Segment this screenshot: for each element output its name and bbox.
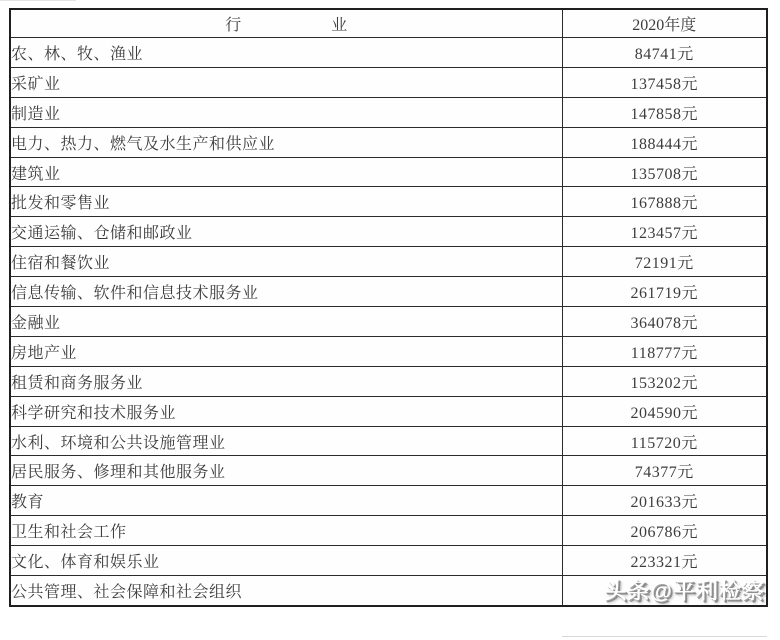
value-cell: 206786元: [562, 516, 767, 546]
table-row: [10, 336, 767, 366]
table-row: [10, 187, 767, 217]
value-cell: 84741元: [562, 38, 767, 68]
industry-cell: 信息传输、软件和信息技术服务业: [10, 277, 562, 307]
value-cell: 123457元: [562, 217, 767, 247]
value-cell: 153202元: [562, 366, 767, 396]
industry-cell: 租赁和商务服务业: [10, 366, 562, 396]
cropped-row-line-bottom: [562, 636, 767, 637]
table-row: [10, 396, 767, 426]
table-row: [10, 67, 767, 97]
value-cell: 137458元: [562, 67, 767, 97]
industry-cell: 电力、热力、燃气及水生产和供应业: [10, 127, 562, 157]
value-cell: 118777元: [562, 336, 767, 366]
table-row: [10, 277, 767, 307]
column-header-year: 2020年度: [562, 9, 767, 38]
table-row: [10, 366, 767, 396]
cropped-row-line-top: [0, 0, 76, 1]
value-cell: 74377元: [562, 456, 767, 486]
value-cell: 201633元: [562, 486, 767, 516]
industry-cell: 采矿业: [10, 67, 562, 97]
table-row: [10, 426, 767, 456]
industry-cell: 制造业: [10, 97, 562, 127]
table-row: [10, 456, 767, 486]
table-header-row: [10, 9, 767, 38]
industry-cell: 住宿和餐饮业: [10, 247, 562, 277]
industry-cell: 文化、体育和娱乐业: [10, 546, 562, 576]
toutiao-watermark: 头条@平利检察: [604, 578, 765, 604]
table-row: [10, 97, 767, 127]
table-row: [10, 486, 767, 516]
column-header-industry: [10, 9, 562, 38]
industry-cell: 房地产业: [10, 336, 562, 366]
table-row: [10, 247, 767, 277]
value-cell: 135708元: [562, 157, 767, 187]
column-header-industry-label: 行业: [225, 17, 438, 34]
industry-cell: 公共管理、社会保障和社会组织: [10, 576, 562, 606]
table-row: [10, 157, 767, 187]
value-cell: 115720元: [562, 426, 767, 456]
value-cell: 167888元: [562, 187, 767, 217]
table-row: [10, 576, 767, 606]
industry-cell: 批发和零售业: [10, 187, 562, 217]
industry-cell: 水利、环境和公共设施管理业: [10, 426, 562, 456]
table-row: [10, 127, 767, 157]
value-cell: 204590元: [562, 396, 767, 426]
industry-cell: 居民服务、修理和其他服务业: [10, 456, 562, 486]
value-cell: [562, 576, 767, 606]
industry-cell: 科学研究和技术服务业: [10, 396, 562, 426]
value-cell: 188444元: [562, 127, 767, 157]
table-row: [10, 38, 767, 68]
table-row: [10, 307, 767, 337]
table-row: [10, 217, 767, 247]
wage-table: [9, 8, 768, 607]
table-row: [10, 516, 767, 546]
value-cell: 261719元: [562, 277, 767, 307]
industry-cell: 建筑业: [10, 157, 562, 187]
industry-cell: 卫生和社会工作: [10, 516, 562, 546]
industry-cell: 教育: [10, 486, 562, 516]
industry-cell: 交通运输、仓储和邮政业: [10, 217, 562, 247]
value-cell: 223321元: [562, 546, 767, 576]
value-cell: 364078元: [562, 307, 767, 337]
table-row: [10, 546, 767, 576]
industry-cell: 金融业: [10, 307, 562, 337]
value-cell: 147858元: [562, 97, 767, 127]
value-cell: 72191元: [562, 247, 767, 277]
industry-cell: 农、林、牧、渔业: [10, 38, 562, 68]
